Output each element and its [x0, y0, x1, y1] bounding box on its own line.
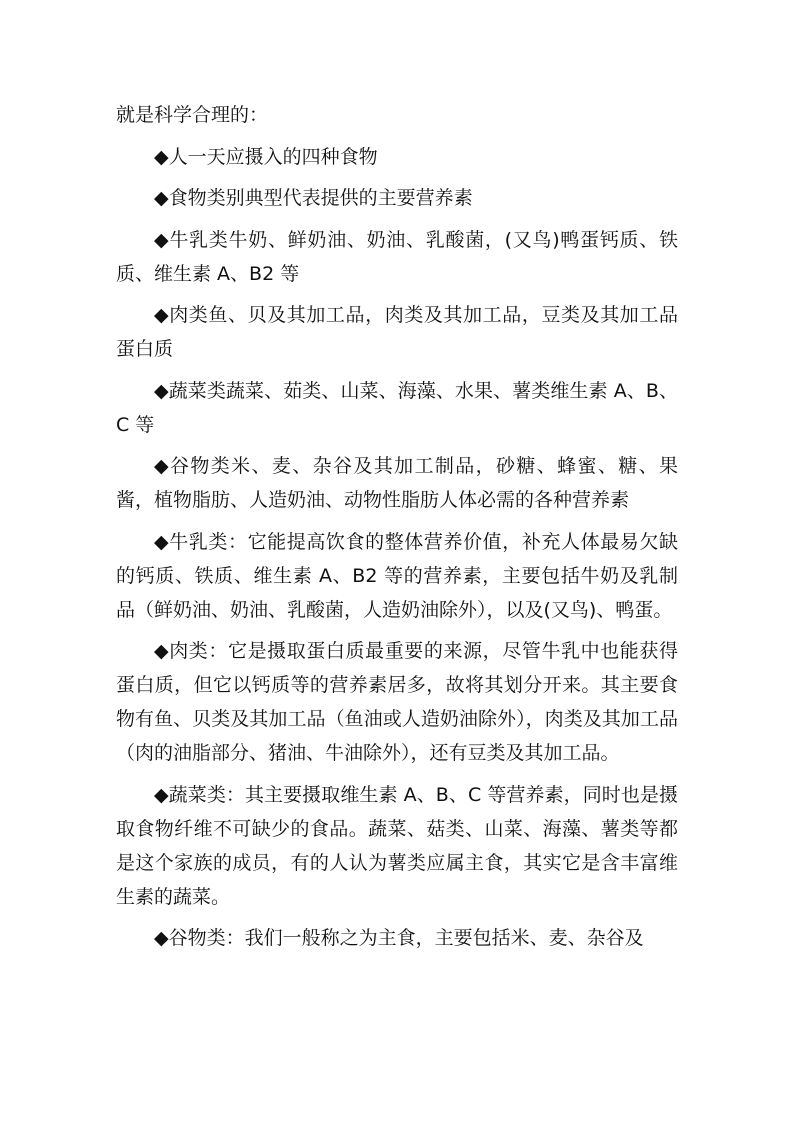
- paragraph-intro: 就是科学合理的：: [116, 104, 269, 126]
- paragraph-milk-summary: ◆牛乳类牛奶、鲜奶油、奶油、乳酸菌，(又鸟)鸭蛋钙质、铁质、维生素 A、B2 等: [116, 228, 678, 285]
- paragraph-meat-detail: ◆肉类：它是摄取蛋白质最重要的来源，尽管牛乳中也能获得蛋白质，但它以钙质等的营养素居多，故将其划分开来。其主要食物有鱼、贝类及其加工品（鱼油或人造奶油除外），肉类及其加工品（肉的油脂部分、猪油、牛油除外），还有豆类及其加工品。: [116, 640, 678, 764]
- paragraph-meat-summary: ◆肉类鱼、贝及其加工品，肉类及其加工品，豆类及其加工品蛋白质: [116, 304, 678, 360]
- paragraph-grain-summary: ◆谷物类米、麦、杂谷及其加工制品，砂糖、蜂蜜、糖、果酱，植物脂肪、人造奶油、动物性脂肪人体必需的各种营养素: [116, 455, 678, 511]
- paragraph-vegetable-summary: ◆蔬菜类蔬菜、茹类、山菜、海藻、水果、薯类维生素 A、B、C 等: [116, 379, 678, 436]
- document-body: [116, 98, 678, 963]
- paragraph-vegetable-detail: ◆蔬菜类：其主要摄取维生素 A、B、C 等营养素，同时也是摄取食物纤维不可缺少的食品。蔬菜、菇类、山菜、海藻、薯类等都是这个家族的成员，有的人认为薯类应属主食，其实它是含丰富维生素的蔬菜。: [116, 783, 678, 908]
- paragraph-milk-detail: ◆牛乳类：它能提高饮食的整体营养价值，补充人体最易欠缺的钙质、铁质、维生素 A、B2 等的营养素，主要包括牛奶及乳制品（鲜奶油、奶油、乳酸菌，人造奶油除外），以及(又鸟)、鸭蛋。: [116, 530, 678, 621]
- paragraph-nutrient-table-title: ◆食物类别典型代表提供的主要营养素: [154, 187, 473, 209]
- paragraph-grain-detail: ◆谷物类：我们一般称之为主食，主要包括米、麦、杂谷及: [154, 927, 644, 949]
- paragraph-four-foods: ◆人一天应摄入的四种食物: [154, 145, 378, 168]
